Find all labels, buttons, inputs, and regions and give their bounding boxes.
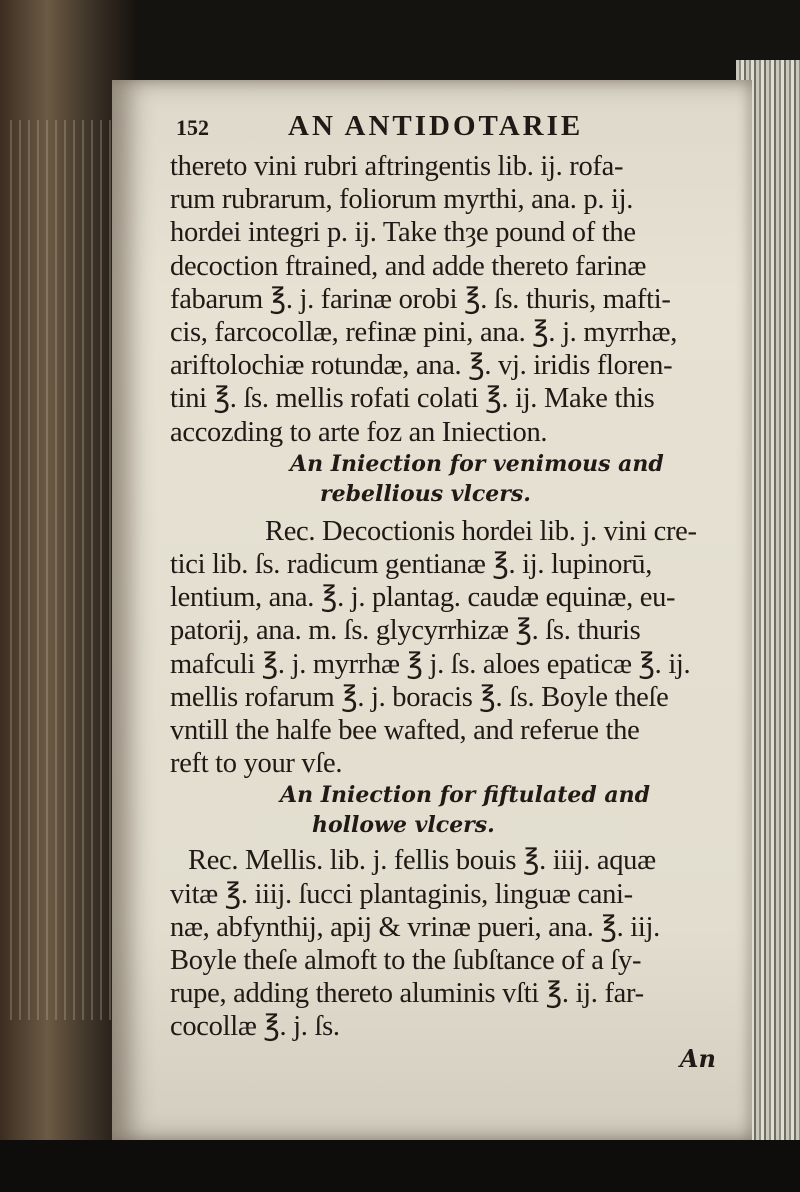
section-heading: rebellious vlcers. xyxy=(320,480,531,507)
text-line: Boyle theſe almoft to the ſubſtance of a ſy- xyxy=(170,945,642,977)
text-line: cis, farcocollæ, refinæ pini, ana. ℥. j. myrrhæ, xyxy=(170,317,678,349)
text-line: ariftolochiæ rotundæ, ana. ℥. vj. iridis floren- xyxy=(170,350,673,382)
text-line: fabarum ℥. j. farinæ orobi ℥. ſs. thuris, mafti- xyxy=(170,283,671,315)
section-heading: hollowe vlcers. xyxy=(312,812,495,839)
intro-paragraph xyxy=(170,150,730,449)
running-title: AN ANTIDOTARIE xyxy=(288,110,584,142)
text-line: Rec. Decoctionis hordei lib. j. vini cre- xyxy=(265,515,697,547)
text-line: mellis rofarum ℥. j. boracis ℥. ſs. Boyle theſe xyxy=(170,681,669,713)
text-line: patorij, ana. m. ſs. glycyrrhizæ ℥. ſs. thuris xyxy=(170,615,641,647)
page-number: 152 xyxy=(176,115,209,140)
text-line: Rec. Mellis. lib. j. fellis bouis ℥. iiij. aquæ xyxy=(188,845,656,877)
text-line: rum rubrarum, foliorum myrthi, ana. p. ij. xyxy=(170,184,634,216)
text-line: cocollæ ℥. j. ſs. xyxy=(170,1011,340,1043)
text-line: vitæ ℥. iiij. ſucci plantaginis, linguæ cani- xyxy=(170,878,633,910)
text-line: decoction ftrained, and adde thereto farinæ xyxy=(170,250,647,282)
text-line: hordei integri p. ij. Take thȝe pound of the xyxy=(170,217,636,249)
section-heading: An Iniection for fiftulated and xyxy=(280,782,651,809)
text-line: mafculi ℥. j. myrrhæ ℥ j. ſs. aloes epaticæ ℥. ij. xyxy=(170,648,691,680)
recipe-paragraph-2 xyxy=(170,844,730,1043)
text-line: lentium, ana. ℥. j. plantag. caudæ equinæ, eu- xyxy=(170,582,676,614)
text-line: rupe, adding thereto aluminis vſti ℥. ij. far- xyxy=(170,978,644,1010)
text-line: accozding to arte foz an Iniection. xyxy=(170,416,548,448)
recipe-paragraph-1 xyxy=(170,515,730,781)
text-line: tini ℥. ſs. mellis rofati colati ℥. ij. Make this xyxy=(170,383,655,415)
text-line: thereto vini rubri aftringentis lib. ij. rofa- xyxy=(170,151,624,182)
page-text xyxy=(170,110,730,1073)
section-heading: An Iniection for venimous and xyxy=(290,450,664,477)
text-line: tici lib. ſs. radicum gentianæ ℥. ij. lupinorū, xyxy=(170,549,653,581)
text-line: næ, abfynthij, apij & vrinæ pueri, ana. ℥. iij. xyxy=(170,911,660,943)
text-line: reft to your vſe. xyxy=(170,748,343,780)
text-line: vntill the halfe bee wafted, and referue the xyxy=(170,715,640,747)
bottom-shadow xyxy=(0,1140,800,1192)
catchword: An xyxy=(679,1043,716,1073)
page-header xyxy=(170,110,730,150)
facing-page-edges xyxy=(10,120,120,1020)
